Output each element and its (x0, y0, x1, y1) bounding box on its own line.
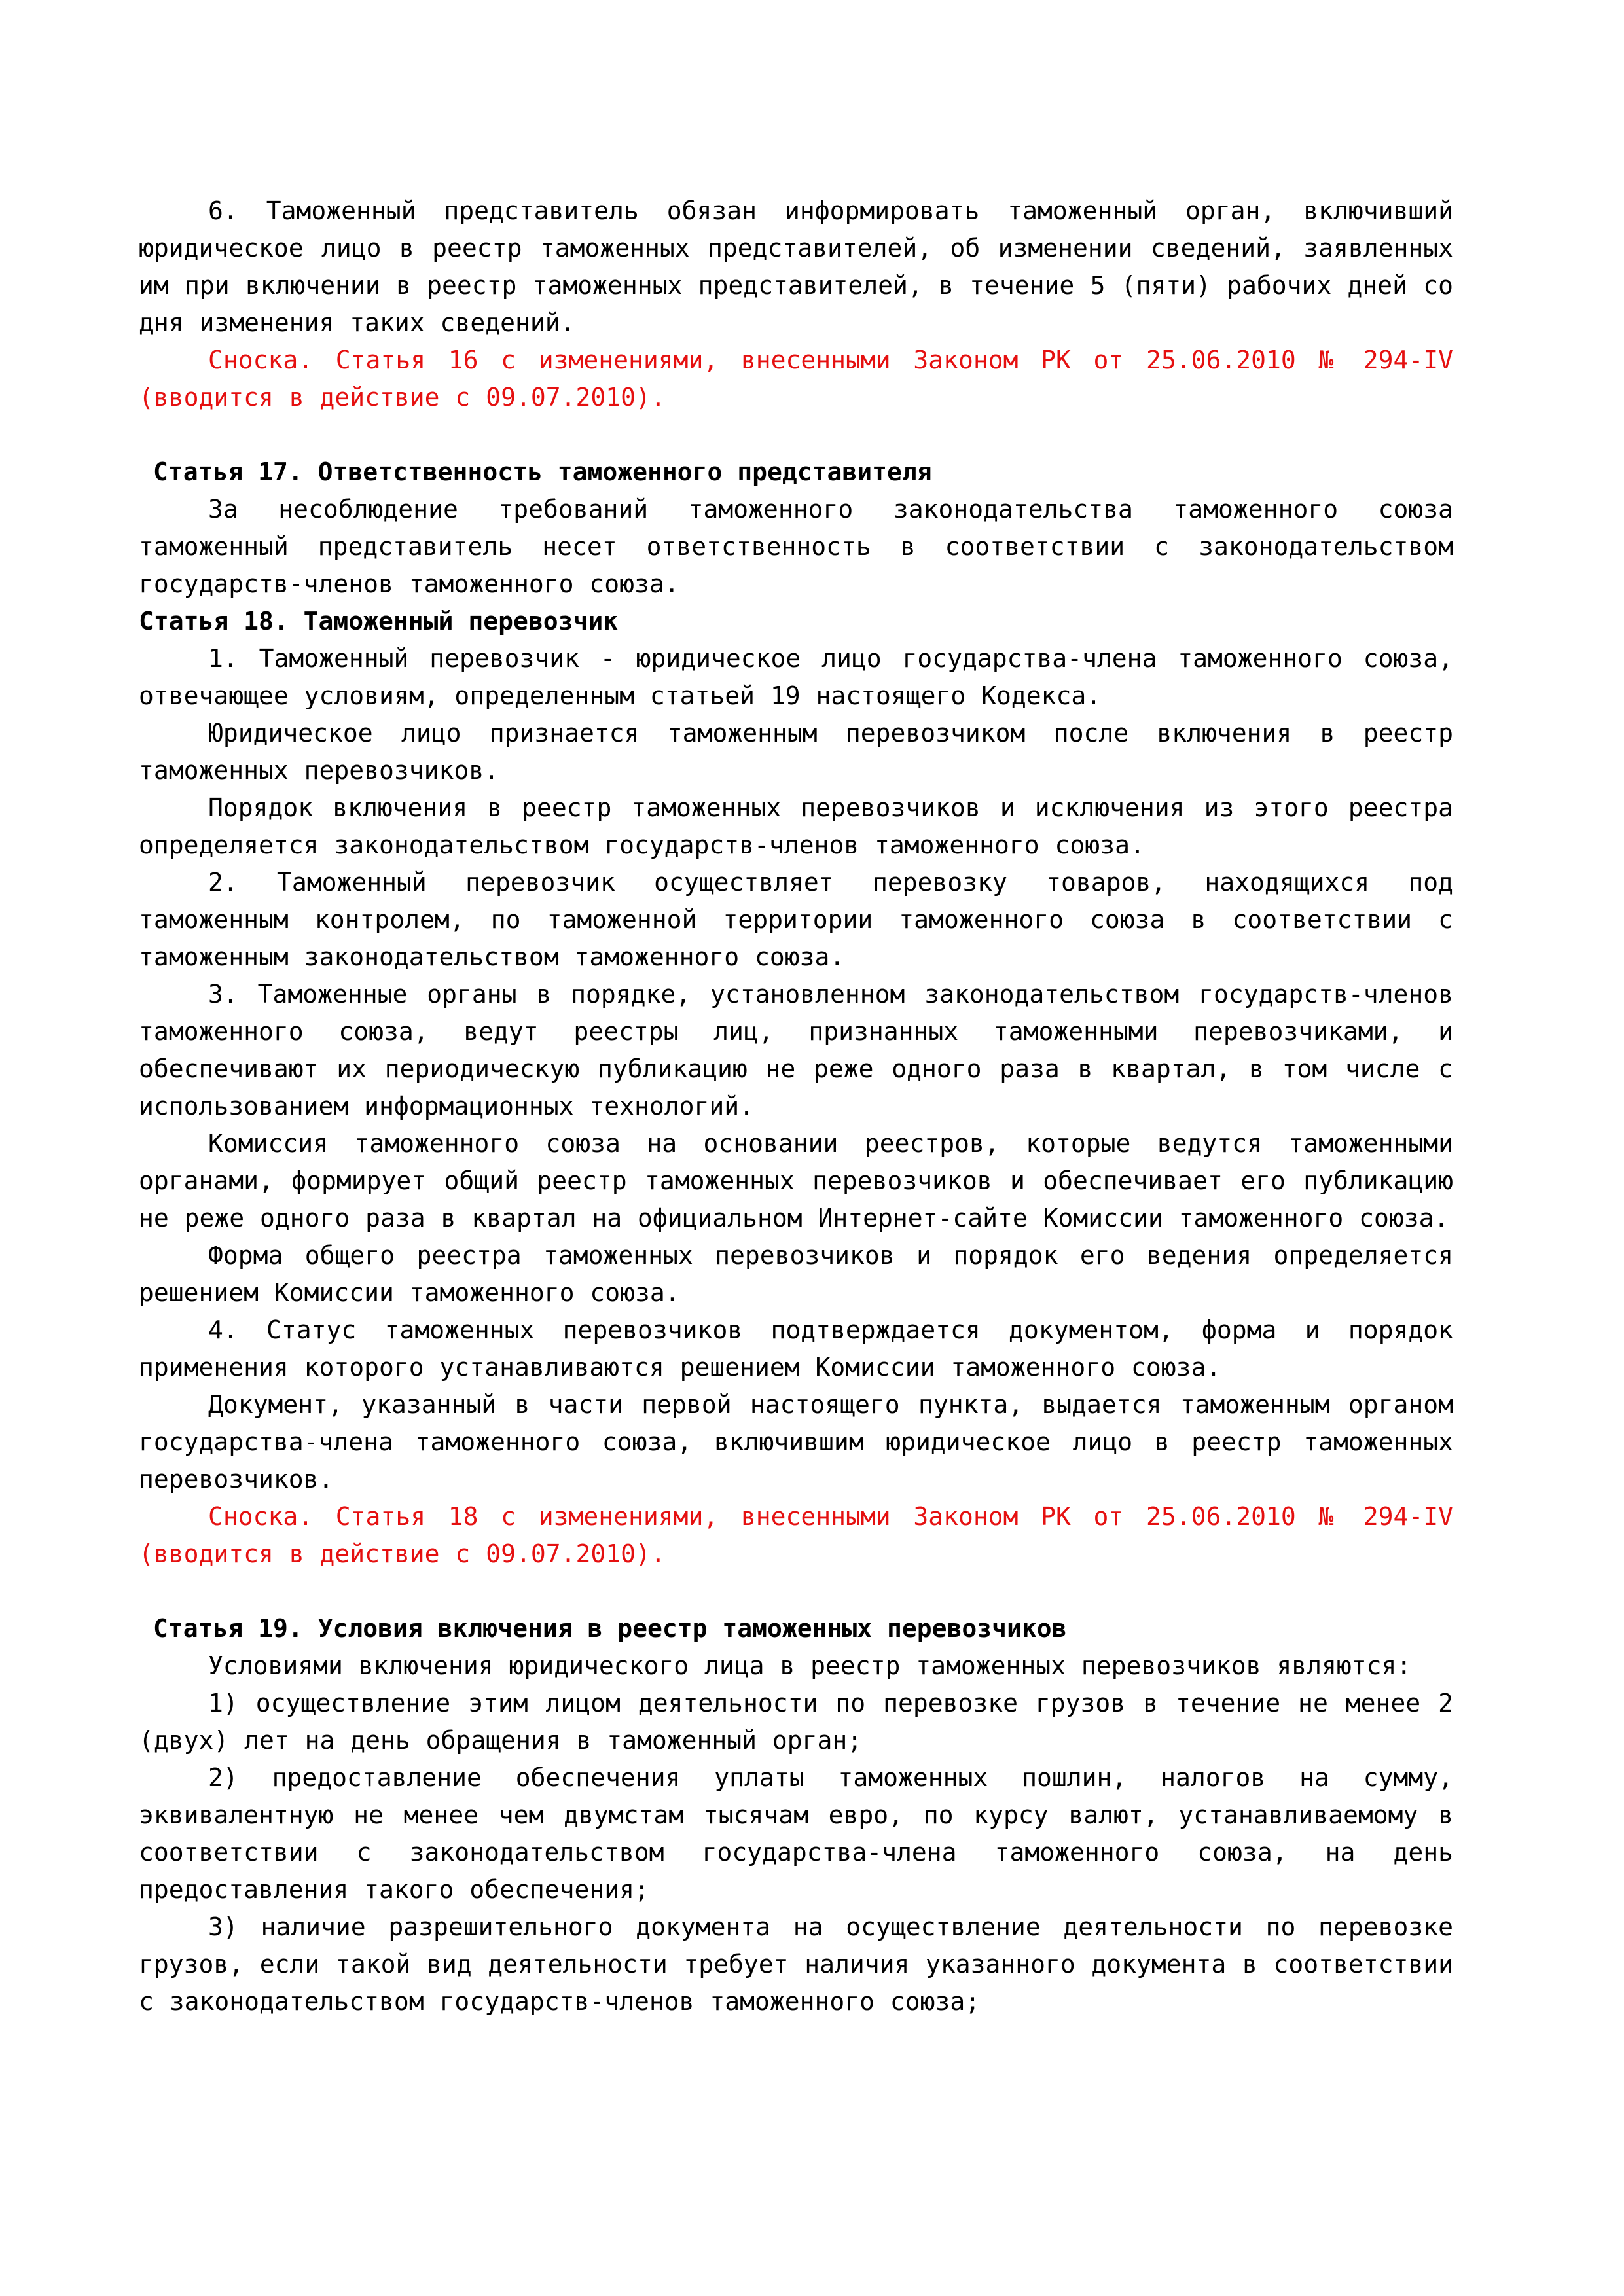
body-paragraph: 2. Таможенный перевозчик осуществляет перевозку товаров, находящихся под таможенным контролем, по таможенной территории таможенного союза в соответствии с таможенным законодательством таможенного союза. (139, 868, 1453, 971)
body-paragraph: За несоблюдение требований таможенного законодательства таможенного союза таможенный представитель несет ответственность в соответствии с законодательством государств-членов таможенного союза. (139, 495, 1453, 598)
body-paragraph: Условиями включения юридического лица в реестр таможенных перевозчиков являются: (208, 1651, 1412, 1680)
document-text-block (139, 192, 1453, 2020)
body-paragraph: Порядок включения в реестр таможенных перевозчиков и исключения из этого реестра определяется законодательством государств-членов таможенного союза. (139, 793, 1453, 859)
blank-line (139, 416, 1453, 454)
blank-line (139, 1573, 1453, 1610)
footnote-paragraph: Сноска. Статья 16 с изменениями, внесенными Законом РК от 25.06.2010 № 294-IV (вводится в действие с 09.07.2010). (139, 346, 1453, 412)
body-paragraph: 4. Статус таможенных перевозчиков подтверждается документом, форма и порядок применения которого устанавливаются решением Комиссии таможенного союза. (139, 1316, 1453, 1382)
body-paragraph: 3) наличие разрешительного документа на осуществление деятельности по перевозке грузов, если такой вид деятельности требует наличия указанного документа в соответствии с законодательством государств-членов таможенного союза; (139, 1912, 1453, 2016)
body-paragraph: 1) осуществление этим лицом деятельности по перевозке грузов в течение не менее 2 (двух) лет на день обращения в таможенный орган; (139, 1689, 1453, 1755)
body-paragraph: Юридическое лицо признается таможенным перевозчиком после включения в реестр таможенных перевозчиков. (139, 719, 1453, 785)
article-heading: Статья 18. Таможенный перевозчик (139, 607, 619, 636)
body-paragraph: Форма общего реестра таможенных перевозчиков и порядок его ведения определяется решением Комиссии таможенного союза. (139, 1241, 1453, 1307)
footnote-paragraph: Сноска. Статья 18 с изменениями, внесенными Законом РК от 25.06.2010 № 294-IV (вводится в действие с 09.07.2010). (139, 1502, 1453, 1568)
body-paragraph: 1. Таможенный перевозчик - юридическое лицо государства-члена таможенного союза, отвечающее условиям, определенным статьей 19 настоящего Кодекса. (139, 644, 1453, 710)
body-paragraph: 3. Таможенные органы в порядке, установленном законодательством государств-членов таможенного союза, ведут реестры лиц, признанных таможенными перевозчиками, и обеспечивают их периодическую публикацию не реже одного раза в квартал, в том числе с использованием информационных технологий. (139, 980, 1453, 1121)
body-paragraph: 6. Таможенный представитель обязан информировать таможенный орган, включивший юридическое лицо в реестр таможенных представителей, об изменении сведений, заявленных им при включении в реестр таможенных представителей, в течение 5 (пяти) рабочих дней со дня изменения таких сведений. (139, 196, 1453, 337)
article-heading: Статья 17. Ответственность таможенного представителя (153, 457, 932, 486)
body-paragraph: 2) предоставление обеспечения уплаты таможенных пошлин, налогов на сумму, эквивалентную не менее чем двумстам тысячам евро, по курсу валют, устанавливаемому в соответствии с законодательством государства-члена таможенного союза, на день предоставления такого обеспечения; (139, 1763, 1453, 1904)
article-heading: Статья 19. Условия включения в реестр таможенных перевозчиков (153, 1614, 1067, 1643)
body-paragraph: Документ, указанный в части первой настоящего пункта, выдается таможенным органом государства-члена таможенного союза, включившим юридическое лицо в реестр таможенных перевозчиков. (139, 1390, 1453, 1494)
body-paragraph: Комиссия таможенного союза на основании реестров, которые ведутся таможенными органами, формирует общий реестр таможенных перевозчиков и обеспечивает его публикацию не реже одного раза в квартал на официальном Интернет-сайте Комиссии таможенного союза. (139, 1129, 1453, 1232)
